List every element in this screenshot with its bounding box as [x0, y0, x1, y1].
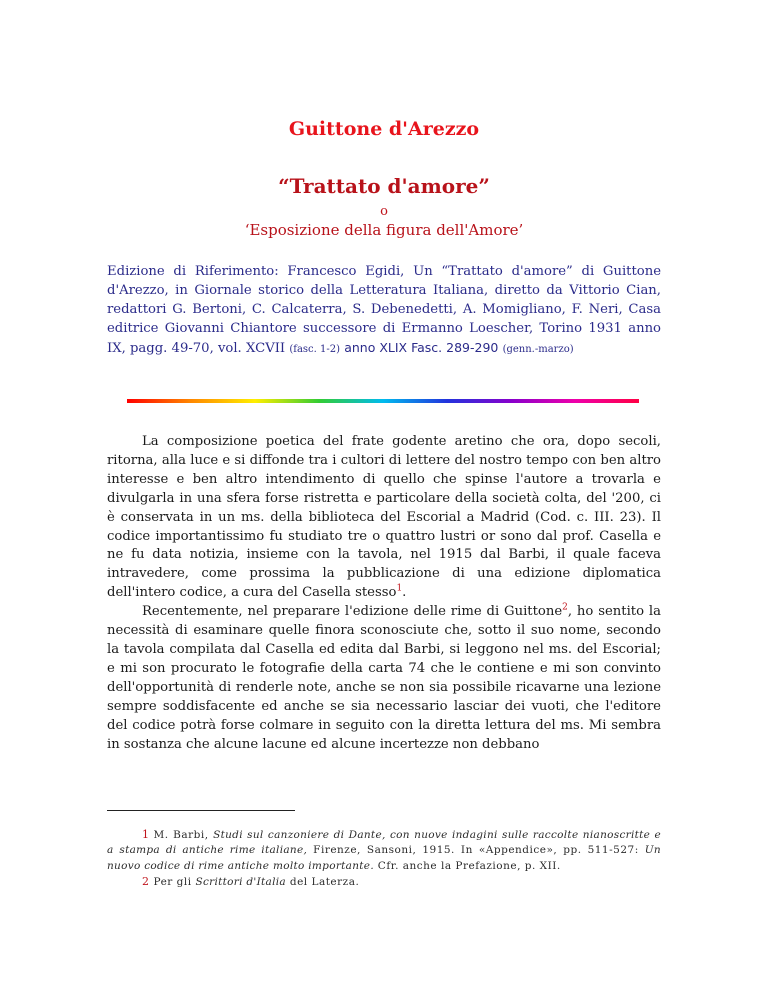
footnotes	[107, 827, 661, 891]
rainbow-divider	[127, 399, 639, 403]
author-heading: Guittone d'Arezzo	[288, 118, 480, 140]
footnote-ref-1[interactable]: 1	[396, 583, 403, 594]
footnote-separator	[107, 810, 295, 811]
footnote-2: 2 Per gli Scrittori d'Italia del Laterza.	[142, 875, 360, 889]
footnote-1: 1 M. Barbi, Studi sul canzoniere di Dante, con nuove indagini sulle raccolte nianoscritte e a stampa di antiche rime italiane, Firenze, Sansoni, 1915. In «Appendice», pp. 511-527: Un nuovo codice di rime antiche molto importante. Cfr. anche la Prefazione, p. XII.	[107, 828, 662, 872]
work-title: “Trattato d'amore”	[278, 174, 490, 198]
edition-fasc-note: (fasc. 1-2)	[289, 344, 341, 355]
footnote-1-number: 1	[142, 828, 150, 841]
body-text	[107, 433, 661, 754]
work-subtitle: ‘Esposizione della figura dell'Amore’	[244, 221, 524, 239]
paragraph-2: Recentemente, nel preparare l'edizione delle rime di Guittone$^2$, ho sentito la necessità di esaminare quelle finora sconosciute che, sotto il suo nome, secondo la tavola compilata dal Casella ed edita dal Barbi, si leggono nel ms. del Escorial; e mi son procurato le fotografie della carta 74 che le contiene e mi son convinto dell'opportunità di renderle note, anche se non sia possibile ricavarne una lezione sempre soddisfacente ed anche se sia necessario lasciar dei vuoti, che l'editore del codice potrà forse colmare in seguito con la diretta lettura del ms. Mi sembra in sostanza che alcune lacune ed alcune incertezze non debbano	[107, 602, 661, 752]
edition-reference	[107, 262, 661, 359]
footnote-2-number: 2	[142, 875, 150, 889]
edition-months: (genn.-marzo)	[502, 344, 574, 355]
paragraph-1: La composizione poetica del frate godente aretino che ora, dopo secoli, ritorna, alla luce e si diffonde tra i cultori di lettere del nostro tempo con ben altro interesse e ben altro intendimento di quello che spinse l'autore a trovarla e divulgarla in una sfera forse ristretta e particolare della società colta, del '200, ci è conservata in un ms. della biblioteca del Escorial a Madrid (Cod. c. III. 23). Il codice importantissimo fu studiato tre o quattro lustri or sono dal prof. Casella e ne fu data notizia, insieme con la tavola, nel 1915 dal Barbi, il quale faceva intravedere, come prossima la pubblicazione di una edizione diplomatica dell'intero codice, a cura del Casella stesso$^1$.	[107, 434, 661, 601]
title-conjunction: o	[380, 204, 388, 219]
edition-year: anno XLIX Fasc. 289-290	[344, 340, 499, 355]
footnote-ref-2[interactable]: 2	[562, 602, 568, 613]
edition-main: Edizione di Riferimento: Francesco Egidi, Un “Trattato d'amore” di Guittone d'Arezzo, in Giornale storico della Letteratura Italiana, diretto da Vittorio Cian, redattori G. Bertoni, C. Calcaterra, S. Debenedetti, A. Momigliano, F. Neri, Casa editrice Giovanni Chiantore successore di Ermanno Loescher, Torino 1931 anno IX, pagg. 49-70, vol. XCVII	[107, 264, 661, 356]
